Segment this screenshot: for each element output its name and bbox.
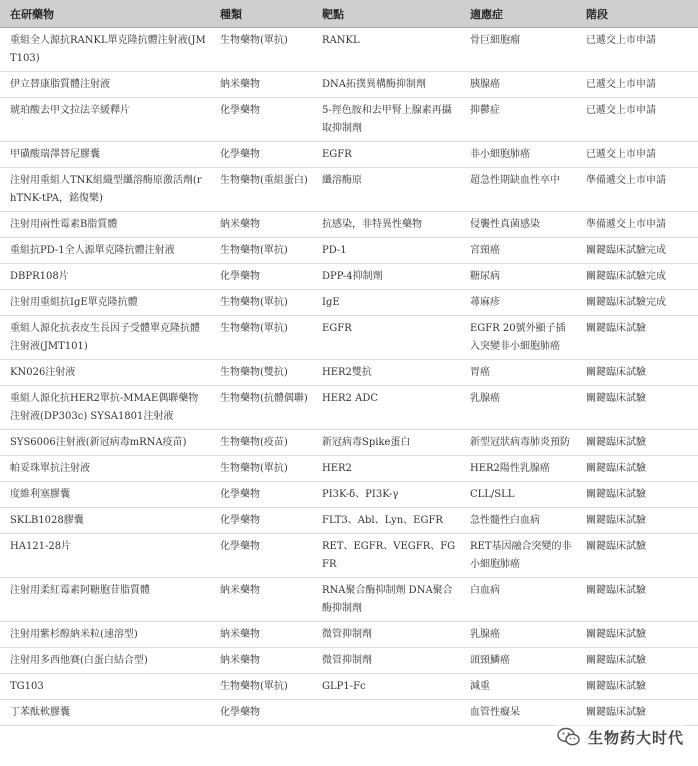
cell-target: HER2 ADC [312, 386, 460, 430]
column-header-drug-name: 在研藥物 [0, 0, 210, 28]
cell-indication: 宮頸癌 [460, 238, 576, 264]
cell-indication: 胰腺癌 [460, 72, 576, 98]
cell-drug-name: DBPR108片 [0, 264, 210, 290]
cell-drug-type: 納米藥物 [210, 578, 312, 622]
cell-target: RNA聚合酶抑制劑 DNA聚合酶抑制劑 [312, 578, 460, 622]
cell-target [312, 700, 460, 726]
cell-indication: RET基因融合突變的非小細胞肺癌 [460, 534, 576, 578]
cell-drug-type: 納米藥物 [210, 72, 312, 98]
table-row [0, 238, 698, 264]
cell-drug-name: 重組人源化抗HER2單抗-MMAE偶聯藥物注射液(DP303c) SYSA1801注射液 [0, 386, 210, 430]
cell-target: RET、EGFR、VEGFR、FGFR [312, 534, 460, 578]
table-row [0, 98, 698, 142]
table-body [0, 28, 698, 726]
cell-target: GLP1-Fc [312, 674, 460, 700]
cell-stage: 關鍵臨床試驗 [576, 386, 698, 430]
table-row [0, 482, 698, 508]
table-row [0, 700, 698, 726]
table-row [0, 456, 698, 482]
cell-target: EGFR [312, 142, 460, 168]
cell-drug-name: 重組抗PD-1全人源單克隆抗體注射液 [0, 238, 210, 264]
cell-target: 新冠病毒Spike蛋白 [312, 430, 460, 456]
cell-drug-type: 化學藥物 [210, 700, 312, 726]
table-row [0, 212, 698, 238]
cell-indication: 糖尿病 [460, 264, 576, 290]
cell-drug-name: 注射用重組抗IgE單克隆抗體 [0, 290, 210, 316]
cell-stage: 準備遞交上市申請 [576, 168, 698, 212]
cell-drug-type: 化學藥物 [210, 508, 312, 534]
header-row [0, 0, 698, 28]
cell-stage: 關鍵臨床試驗 [576, 456, 698, 482]
cell-stage: 關鍵臨床試驗 [576, 482, 698, 508]
cell-indication: 非小細胞肺癌 [460, 142, 576, 168]
table-row [0, 142, 698, 168]
cell-drug-name: 帕妥珠單抗注射液 [0, 456, 210, 482]
cell-target: 5-羥色胺和去甲腎上腺素再攝取抑制劑 [312, 98, 460, 142]
cell-drug-name: 度維利塞膠囊 [0, 482, 210, 508]
cell-drug-type: 納米藥物 [210, 212, 312, 238]
cell-indication: 白血病 [460, 578, 576, 622]
cell-indication: 蕁麻疹 [460, 290, 576, 316]
table-row [0, 534, 698, 578]
cell-indication: 新型冠狀病毒肺炎預防 [460, 430, 576, 456]
cell-drug-name: 甲磺酸瑞澤替尼膠囊 [0, 142, 210, 168]
table-row [0, 648, 698, 674]
cell-drug-type: 生物藥物(抗體偶聯) [210, 386, 312, 430]
cell-target: 微管抑制劑 [312, 648, 460, 674]
table-row [0, 28, 698, 72]
table-row [0, 360, 698, 386]
cell-indication: 超急性期缺血性卒中 [460, 168, 576, 212]
cell-drug-type: 生物藥物(單抗) [210, 674, 312, 700]
cell-target: PD-1 [312, 238, 460, 264]
cell-drug-type: 生物藥物(雙抗) [210, 360, 312, 386]
cell-drug-type: 化學藥物 [210, 482, 312, 508]
table-header [0, 0, 698, 28]
cell-stage: 關鍵臨床試驗 [576, 674, 698, 700]
cell-drug-name: 琥珀酸去甲文拉法辛緩釋片 [0, 98, 210, 142]
table-row [0, 290, 698, 316]
cell-target: EGFR [312, 316, 460, 360]
table-row [0, 508, 698, 534]
cell-indication: HER2陽性乳腺癌 [460, 456, 576, 482]
cell-indication: 急性髓性白血病 [460, 508, 576, 534]
cell-drug-type: 化學藥物 [210, 264, 312, 290]
cell-drug-name: SKLB1028膠囊 [0, 508, 210, 534]
cell-drug-type: 生物藥物(單抗) [210, 316, 312, 360]
cell-drug-name: 注射用重組人TNK組織型纖溶酶原激活劑(rhTNK-tPA，銘復樂) [0, 168, 210, 212]
table-row [0, 72, 698, 98]
cell-stage: 關鍵臨床試驗 [576, 578, 698, 622]
cell-stage: 關鍵臨床試驗完成 [576, 290, 698, 316]
cell-stage: 關鍵臨床試驗 [576, 508, 698, 534]
cell-drug-name: 注射用多西他賽(白蛋白結合型) [0, 648, 210, 674]
cell-stage: 關鍵臨床試驗 [576, 534, 698, 578]
cell-drug-type: 化學藥物 [210, 98, 312, 142]
cell-indication: 抑鬱症 [460, 98, 576, 142]
table-row [0, 674, 698, 700]
table-row [0, 168, 698, 212]
cell-drug-name: 伊立替康脂質體注射液 [0, 72, 210, 98]
column-header-drug-type: 種類 [210, 0, 312, 28]
cell-drug-name: 丁苯酞軟膠囊 [0, 700, 210, 726]
cell-drug-name: KN026注射液 [0, 360, 210, 386]
column-header-indication: 適應症 [460, 0, 576, 28]
cell-indication: 血管性癡呆 [460, 700, 576, 726]
cell-stage: 已遞交上市申請 [576, 28, 698, 72]
cell-target: 抗感染，非特異性藥物 [312, 212, 460, 238]
table-row [0, 386, 698, 430]
cell-stage: 關鍵臨床試驗 [576, 700, 698, 726]
cell-stage: 關鍵臨床試驗完成 [576, 264, 698, 290]
cell-drug-name: 重組人源化抗表皮生長因子受體單克隆抗體注射液(JMT101) [0, 316, 210, 360]
cell-target: IgE [312, 290, 460, 316]
cell-target: DNA拓撲異構酶抑制劑 [312, 72, 460, 98]
cell-drug-type: 生物藥物(單抗) [210, 290, 312, 316]
cell-drug-type: 生物藥物(單抗) [210, 28, 312, 72]
cell-indication: 乳腺癌 [460, 622, 576, 648]
cell-drug-type: 生物藥物(單抗) [210, 238, 312, 264]
cell-stage: 準備遞交上市申請 [576, 212, 698, 238]
cell-stage: 關鍵臨床試驗 [576, 316, 698, 360]
cell-stage: 關鍵臨床試驗 [576, 360, 698, 386]
table-row [0, 316, 698, 360]
cell-stage: 已遞交上市申請 [576, 98, 698, 142]
cell-target: RANKL [312, 28, 460, 72]
table-row [0, 578, 698, 622]
cell-target: 微管抑制劑 [312, 622, 460, 648]
cell-drug-name: 重組全人源抗RANKL單克隆抗體注射液(JMT103) [0, 28, 210, 72]
cell-indication: 乳腺癌 [460, 386, 576, 430]
cell-stage: 關鍵臨床試驗 [576, 430, 698, 456]
cell-stage: 關鍵臨床試驗 [576, 622, 698, 648]
cell-indication: 骨巨細胞瘤 [460, 28, 576, 72]
cell-drug-name: TG103 [0, 674, 210, 700]
cell-stage: 已遞交上市申請 [576, 142, 698, 168]
cell-drug-type: 化學藥物 [210, 142, 312, 168]
cell-target: HER2雙抗 [312, 360, 460, 386]
cell-target: DPP-4抑制劑 [312, 264, 460, 290]
cell-stage: 已遞交上市申請 [576, 72, 698, 98]
cell-drug-type: 納米藥物 [210, 648, 312, 674]
cell-stage: 關鍵臨床試驗完成 [576, 238, 698, 264]
watermark [556, 724, 684, 750]
cell-indication: 侵襲性真菌感染 [460, 212, 576, 238]
cell-drug-name: 注射用紫杉醇納米粒(速溶型) [0, 622, 210, 648]
cell-indication: EGFR 20號外顯子插入突變非小細胞肺癌 [460, 316, 576, 360]
column-header-stage: 階段 [576, 0, 698, 28]
cell-indication: 頭頸鱗癌 [460, 648, 576, 674]
cell-drug-name: SYS6006注射液(新冠病毒mRNA疫苗) [0, 430, 210, 456]
cell-target: FLT3、Abl、Lyn、EGFR [312, 508, 460, 534]
cell-indication: CLL/SLL [460, 482, 576, 508]
cell-drug-name: 注射用兩性霉素B脂質體 [0, 212, 210, 238]
cell-drug-name: 注射用柔紅霉素阿糖胞苷脂質體 [0, 578, 210, 622]
cell-drug-type: 化學藥物 [210, 534, 312, 578]
column-header-target: 靶點 [312, 0, 460, 28]
table-row [0, 622, 698, 648]
table-row [0, 430, 698, 456]
cell-target: HER2 [312, 456, 460, 482]
cell-drug-type: 生物藥物(疫苗) [210, 430, 312, 456]
cell-indication: 減重 [460, 674, 576, 700]
watermark-text: 生物药大时代 [587, 728, 684, 747]
cell-stage: 關鍵臨床試驗 [576, 648, 698, 674]
cell-drug-type: 生物藥物(重組蛋白) [210, 168, 312, 212]
wechat-icon [556, 724, 582, 750]
cell-drug-name: HA121-28片 [0, 534, 210, 578]
cell-target: PI3K-δ、PI3K-γ [312, 482, 460, 508]
cell-target: 纖溶酶原 [312, 168, 460, 212]
table-row [0, 264, 698, 290]
cell-drug-type: 納米藥物 [210, 622, 312, 648]
cell-drug-type: 生物藥物(單抗) [210, 456, 312, 482]
cell-indication: 胃癌 [460, 360, 576, 386]
